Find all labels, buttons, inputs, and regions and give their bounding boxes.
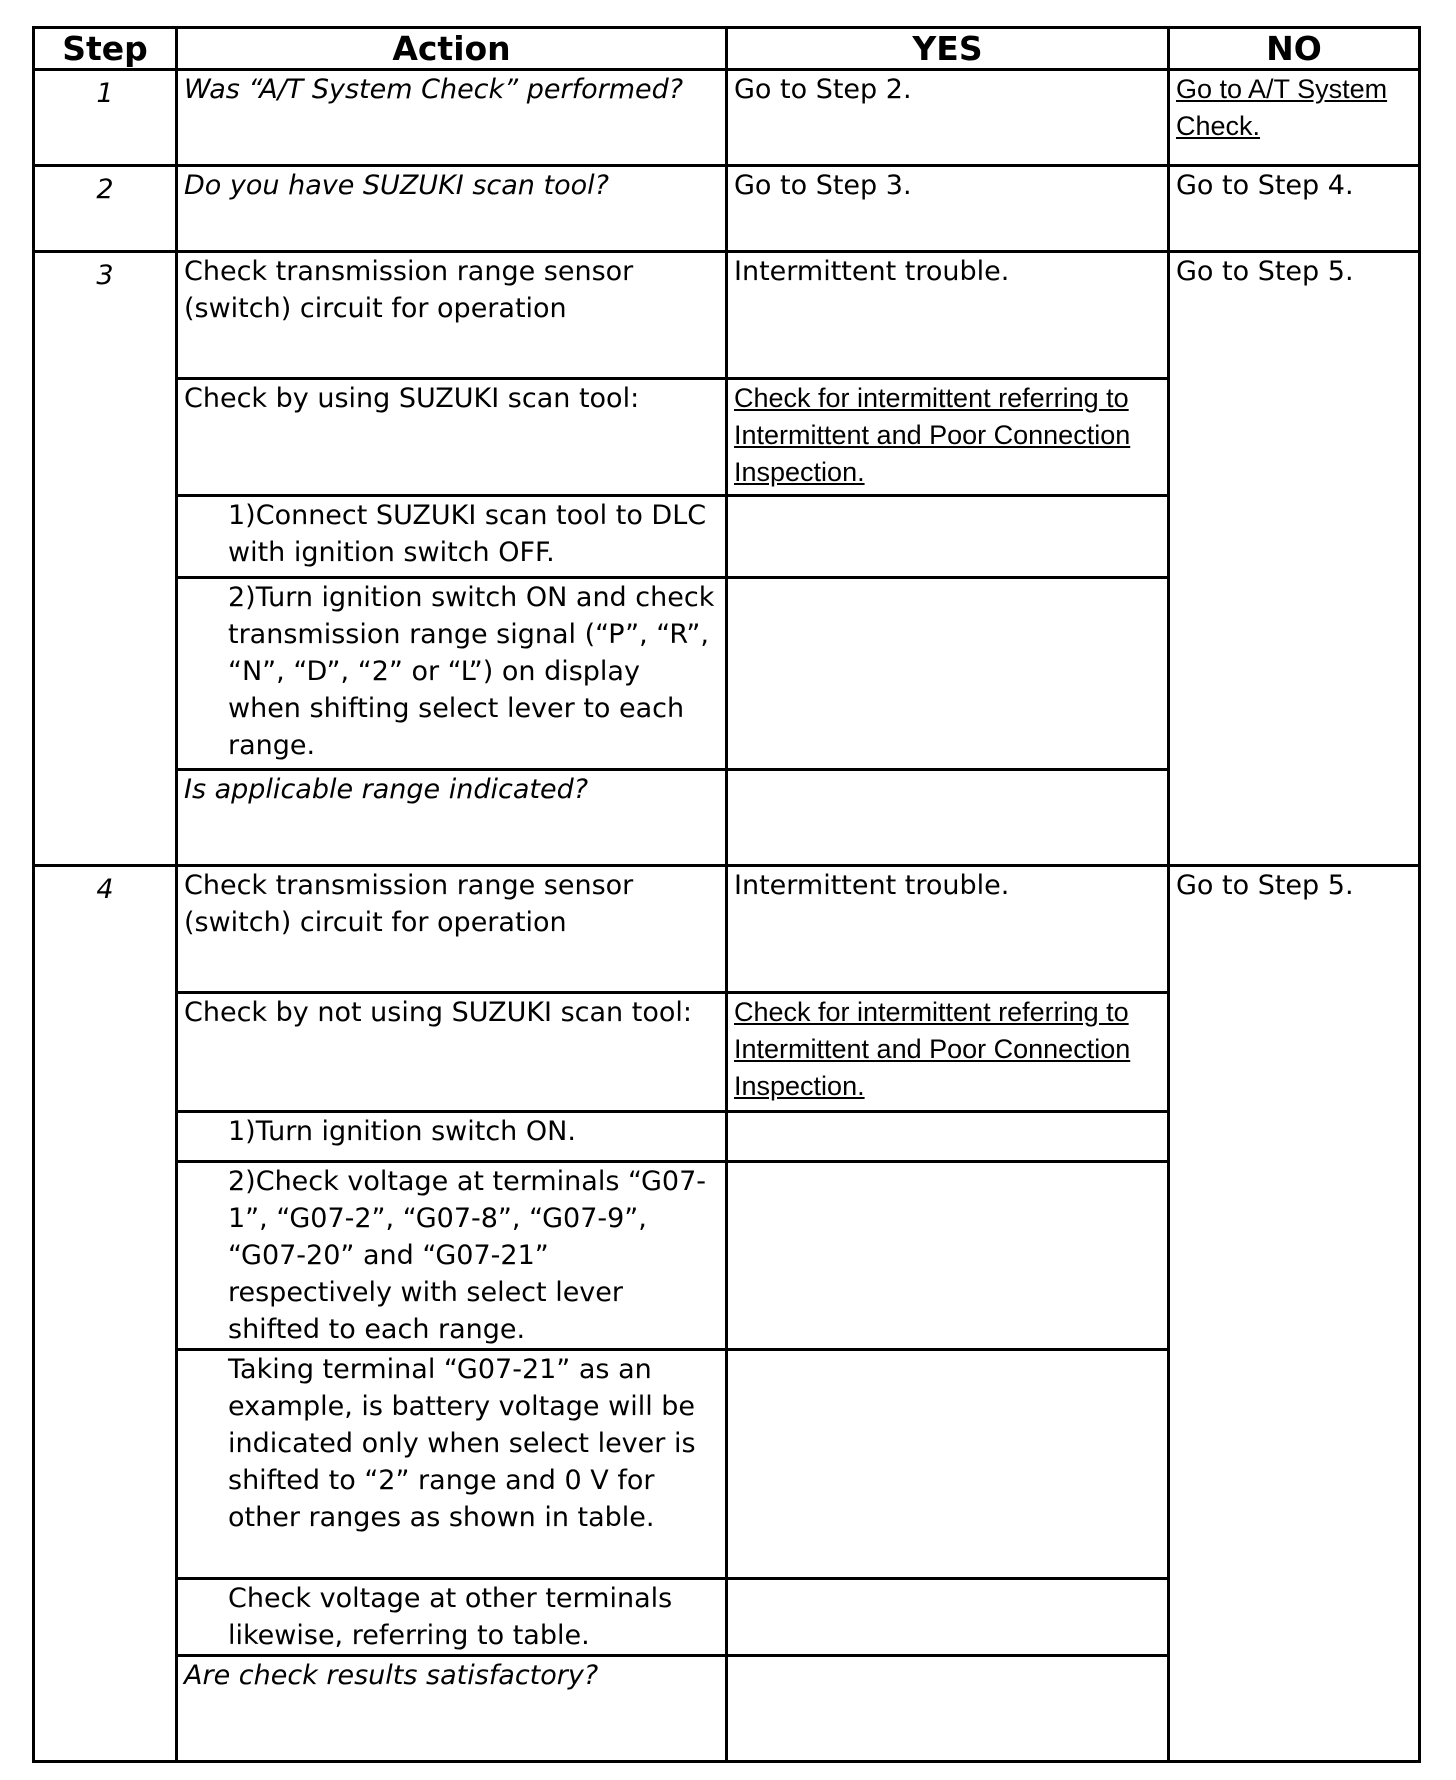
step-4-title: Check transmission range sensor (switch) circuit for operation [177, 866, 727, 993]
step-3-no: Go to Step 5. [1169, 252, 1420, 866]
step-3-number: 3 [34, 252, 177, 866]
diagnostic-procedure-table [32, 26, 1421, 1763]
header-action: Action [177, 28, 727, 70]
step-4-question: Are check results satisfactory? [177, 1656, 727, 1762]
step-3-yes-link[interactable]: Check for intermittent referring to Intermittent and Poor Connection Inspection. [727, 379, 1169, 496]
step-4-sub1: 1)Turn ignition switch ON. [177, 1112, 727, 1162]
step-4-sub3-yes-empty [727, 1350, 1169, 1579]
step-2-row [34, 166, 1420, 252]
header-no: NO [1169, 28, 1420, 70]
header-step: Step [34, 28, 177, 70]
step-4-title-row [34, 866, 1420, 993]
step-1-no-link[interactable]: Go to A/T System Check. [1169, 70, 1420, 166]
step-3-sub2: 2)Turn ignition switch ON and check transmission range signal (“P”, “R”, “N”, “D”, “2” or “L”) on display when shifting select lever to each range. [177, 578, 727, 770]
step-4-yes-link[interactable]: Check for intermittent referring to Intermittent and Poor Connection Inspection. [727, 993, 1169, 1112]
step-1-row [34, 70, 1420, 166]
step-3-question-yes-empty [727, 770, 1169, 866]
step-1-yes: Go to Step 2. [727, 70, 1169, 166]
step-3-question: Is applicable range indicated? [177, 770, 727, 866]
step-4-sub2-yes-empty [727, 1162, 1169, 1350]
step-4-question-yes-empty [727, 1656, 1169, 1762]
step-2-action: Do you have SUZUKI scan tool? [177, 166, 727, 252]
header-row [34, 28, 1420, 70]
step-3-sub1: 1)Connect SUZUKI scan tool to DLC with ignition switch OFF. [177, 496, 727, 578]
step-3-intro: Check by using SUZUKI scan tool: [177, 379, 727, 496]
step-4-number: 4 [34, 866, 177, 1762]
step-1-number: 1 [34, 70, 177, 166]
step-4-sub1-yes-empty [727, 1112, 1169, 1162]
step-3-title-row [34, 252, 1420, 379]
step-4-no: Go to Step 5. [1169, 866, 1420, 1762]
step-3-title: Check transmission range sensor (switch) circuit for operation [177, 252, 727, 379]
step-1-action: Was “A/T System Check” performed? [177, 70, 727, 166]
step-4-sub3: Taking terminal “G07-21” as an example, is battery voltage will be indicated only when select lever is shifted to “2” range and 0 V for other ranges as shown in table. [177, 1350, 727, 1579]
step-4-intro: Check by not using SUZUKI scan tool: [177, 993, 727, 1112]
step-2-number: 2 [34, 166, 177, 252]
step-4-sub4: Check voltage at other terminals likewise, referring to table. [177, 1579, 727, 1656]
step-3-yes: Intermittent trouble. [727, 252, 1169, 379]
step-3-sub2-yes-empty [727, 578, 1169, 770]
step-2-no: Go to Step 4. [1169, 166, 1420, 252]
step-4-sub4-yes-empty [727, 1579, 1169, 1656]
step-4-sub2: 2)Check voltage at terminals “G07-1”, “G07-2”, “G07-8”, “G07-9”, “G07-20” and “G07-21” respectively with select lever shifted to each range. [177, 1162, 727, 1350]
step-3-sub1-yes-empty [727, 496, 1169, 578]
header-yes: YES [727, 28, 1169, 70]
step-4-yes: Intermittent trouble. [727, 866, 1169, 993]
step-2-yes: Go to Step 3. [727, 166, 1169, 252]
